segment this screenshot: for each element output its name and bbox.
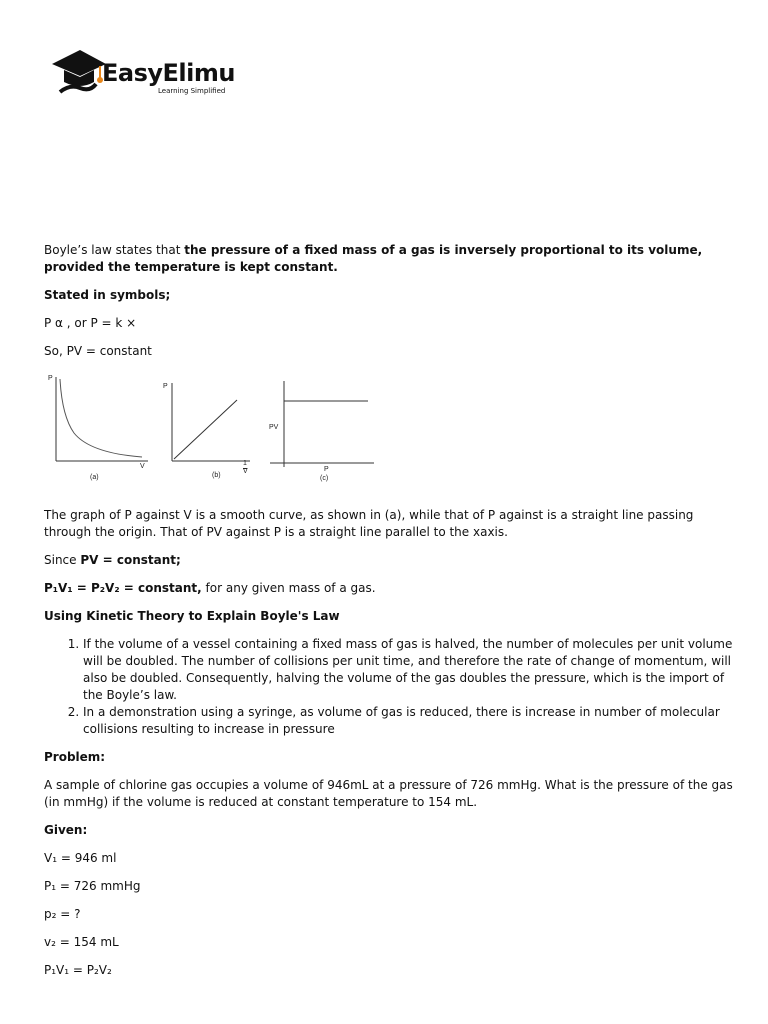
list-item: 2. In a demonstration using a syringe, as volume of gas is reduced, there is increase in number of molecular collisions resulting to increase in pressure [83, 704, 734, 738]
list-item: 1. If the volume of a vessel containing a fixed mass of gas is halved, the number of molecules per unit volume will be doubled. The number of collisions per unit time, and therefore the rate of change of momentum, will also be doubled. Consequently, halving the volume of the gas doubles the pressure, which is the import of the Boyle’s law. [83, 636, 734, 704]
since-line [44, 552, 734, 569]
given-line: V₁ = 946 ml [44, 851, 117, 865]
graph-a-caption: (a) [90, 474, 99, 481]
constant-line: So, PV = constant [44, 344, 152, 358]
symbols-heading [44, 287, 734, 304]
graph-c-y-label: PV [269, 424, 279, 431]
kinetic-heading-text: Using Kinetic Theory to Explain Boyle's Law [44, 609, 340, 623]
graph-b-x-label-num: 1 [243, 460, 247, 467]
graph-c-x-label: P [324, 466, 329, 473]
given-line: p₂ = ? [44, 907, 81, 921]
graph-c-caption: (c) [320, 475, 329, 482]
symbols-line: P α , or P = k × [44, 316, 137, 330]
problem-text: A sample of chlorine gas occupies a volume of 946mL at a pressure of 726 mmHg. What is the pressure of the gas (in mmHg) if the volume is reduced at constant temperature to 154 mL. [44, 778, 733, 809]
boyle-graphs-figure [44, 371, 384, 489]
intro-prefix: Boyle’s law states that [44, 243, 185, 257]
brand-name: EasyElimu [102, 59, 235, 87]
boyles-law-statement [44, 242, 734, 276]
given-line: v₂ = 154 mL [44, 935, 119, 949]
article-body [44, 242, 734, 990]
since-bold: PV = constant; [80, 553, 181, 567]
brand-tagline: Learning Simplified [158, 87, 226, 95]
equation-suffix: for any given mass of a gas. [201, 581, 376, 595]
given-heading [44, 822, 734, 839]
given-line: P₁V₁ = P₂V₂ [44, 963, 112, 977]
graph-b-y-label: P [163, 383, 168, 390]
graph-b [172, 383, 250, 461]
graph-a-y-label: P [48, 375, 53, 382]
equation-bold: P₁V₁ = P₂V₂ = constant, [44, 581, 202, 595]
equation-line [44, 580, 734, 597]
given-line: P₁ = 726 mmHg [44, 879, 141, 893]
graph-a [56, 377, 148, 461]
kinetic-heading [44, 608, 734, 625]
problem-heading-text: Problem: [44, 750, 106, 764]
brand-logo [50, 44, 250, 100]
intro-bold: the pressure of a fixed mass of a gas is inversely proportional to its volume, provided the temperature is kept constant. [44, 243, 703, 274]
given-heading-text: Given: [44, 823, 88, 837]
graduation-cap-icon [50, 44, 106, 100]
problem-heading [44, 749, 734, 766]
symbols-heading-text: Stated in symbols; [44, 288, 171, 302]
graph-c [270, 381, 374, 467]
kinetic-points-list [44, 636, 734, 738]
since-prefix: Since [44, 553, 81, 567]
graph-b-x-label-den: V [243, 468, 248, 475]
graph-a-x-label: V [140, 463, 145, 470]
graph-b-caption: (b) [212, 472, 221, 479]
graph-description: The graph of P against V is a smooth curve, as shown in (a), while that of P against is a straight line passing through the origin. That of PV against P is a straight line parallel to the xaxis. [44, 508, 694, 539]
